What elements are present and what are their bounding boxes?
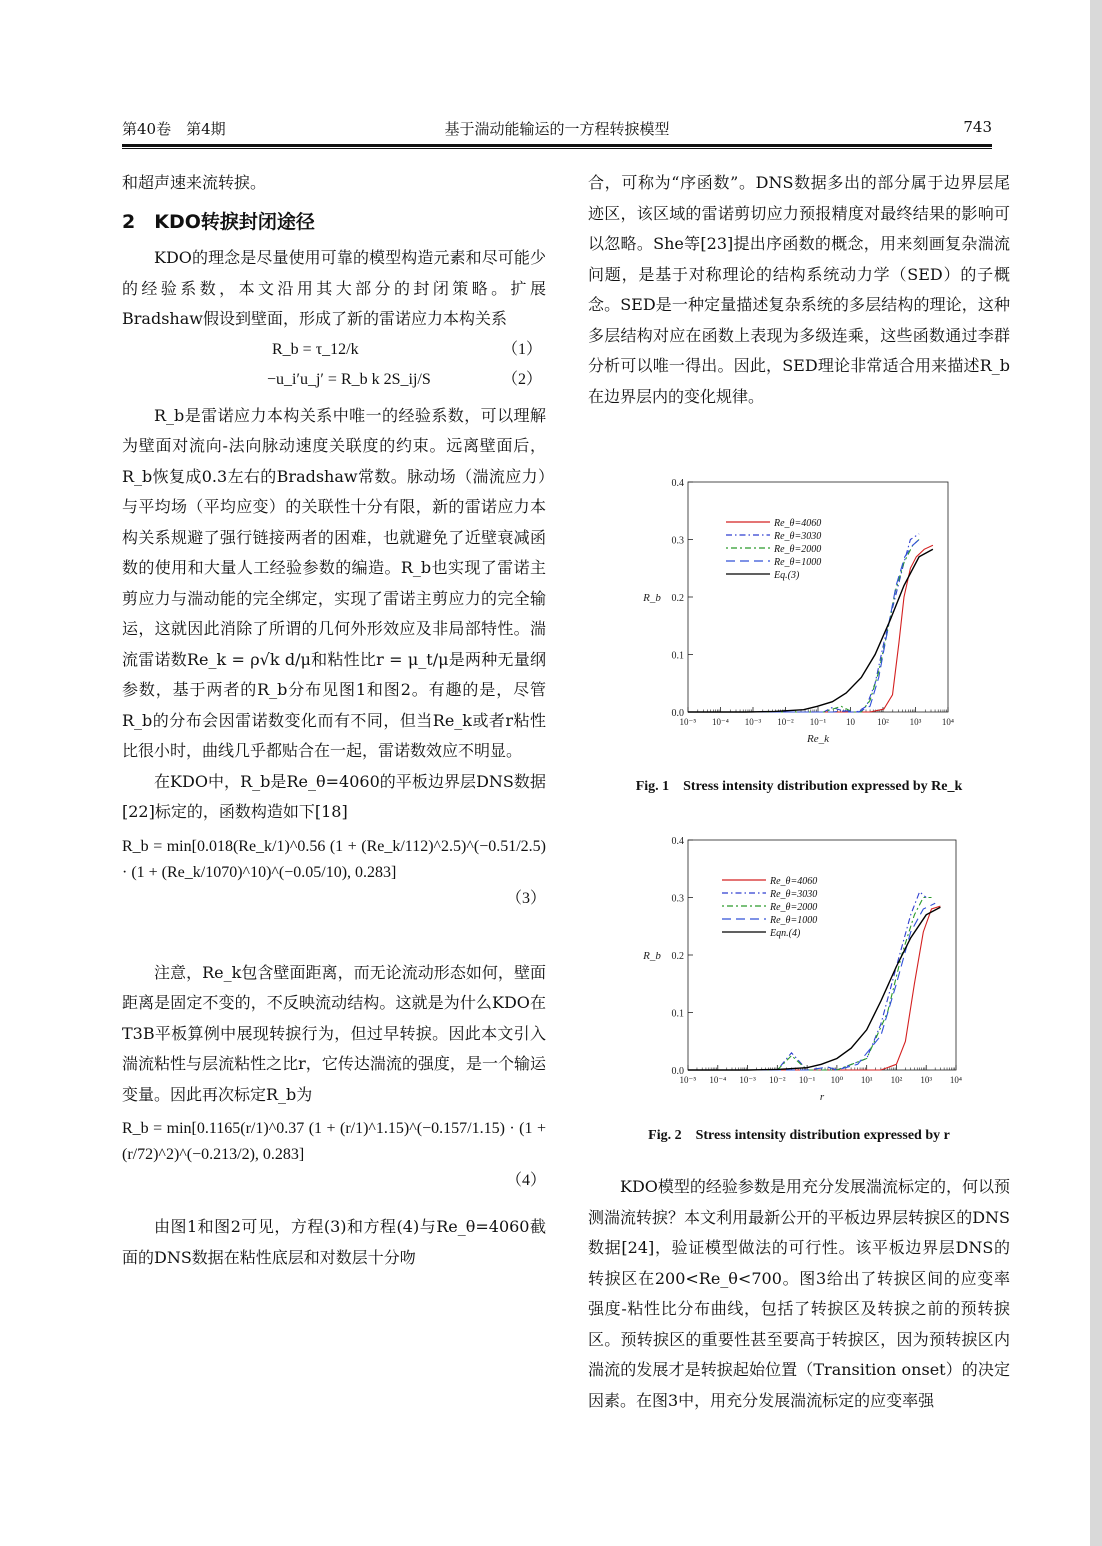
legend-label: Re_θ=3030	[770, 889, 818, 900]
equation-number: （4）	[505, 1172, 546, 1189]
x-tick-label: 10⁻²	[777, 717, 794, 727]
paragraph: 合，可称为“序函数”。DNS数据多出的部分属于边界层尾迹区，该区域的雷诺剪切应力预报精度对最终结果的影响可以忽略。She等[23]提出序函数的概念，用来刻画复杂湍流问题，是基于对称理论的结构系统动力学（SED）的子概念。SED是一种定量描述复杂系统的多层结构的理论，这种多层结构对应在函数上表现为多级连乘，这些函数通过李群分析可以唯一得出。因此，SED理论非常适合用来描述R_b在边界层内的变化规律。	[588, 173, 1010, 406]
equation-number: （2）	[501, 370, 542, 388]
equation-1	[122, 335, 546, 365]
volume-issue: 第40卷 第4期	[122, 120, 226, 138]
y-tick-label: 0.4	[671, 836, 684, 847]
section-heading: 2 KDO转捩封闭途径	[122, 210, 315, 233]
right-column-bottom	[588, 1172, 1010, 1416]
y-tick-label: 0.4	[671, 478, 684, 489]
page-number: 743	[963, 118, 992, 136]
header-rule-thick	[122, 144, 992, 147]
x-tick-label: 10⁰	[830, 1075, 844, 1085]
equation-4	[122, 1110, 546, 1212]
series-line	[688, 545, 933, 712]
x-tick-label: 10¹	[860, 1075, 873, 1085]
y-tick-label: 0.1	[671, 650, 684, 662]
legend-label: Re_θ=1000	[774, 557, 822, 568]
y-tick-label: 0.2	[671, 951, 684, 962]
x-tick-label: 10⁻¹	[809, 717, 827, 727]
y-tick-label: 0.3	[671, 893, 684, 905]
left-column	[122, 168, 546, 1273]
y-axis-label: R_b	[643, 950, 661, 962]
page-edge	[1090, 0, 1102, 1546]
paragraph: KDO模型的经验参数是用充分发展湍流标定的，何以预测湍流转捩？本文利用最新公开的平板边界层转捩区的DNS数据[24]，验证模型做法的可行性。该平板边界层DNS的转捩区在200<Re_θ<700。图3给出了转捩区间的应变率强度-粘性比分布曲线，包括了转捩区及转捩之前的预转捩区。预转捩区的重要性甚至要高于转捩区，因为预转捩区内湍流的发展才是转捩起始位置（Transition onset）的决定因素。在图3中，用充分发展湍流标定的应变率强	[588, 1177, 1010, 1410]
legend-label: Re_θ=4060	[770, 876, 818, 887]
series-line	[688, 906, 940, 1070]
paragraph: 在KDO中，R_b是Re_θ=4060的平板边界层DNS数据[22]标定的，函数构造如下[18]	[122, 771, 546, 821]
x-tick-label: 10⁻⁵	[679, 717, 697, 727]
equation-body: R_b = min[0.018(Re_k/1)^0.56 (1 + (Re_k/112)^2.5)^(−0.51/2.5) · (1 + (Re_k/1070)^10)^(−0.05/10), 0.283]	[122, 837, 546, 881]
x-tick-label: 10⁻⁴	[709, 1075, 727, 1085]
equation-3	[122, 828, 546, 958]
equation-body: −u_i′u_j′ = R_b k 2S_ij/S	[267, 370, 431, 388]
x-tick-label: 10⁴	[949, 1075, 963, 1085]
x-tick-label: 10	[846, 717, 855, 727]
x-axis-label: Re_k	[807, 733, 829, 745]
running-title: 基于湍动能输运的一方程转捩模型	[444, 120, 670, 138]
legend-label: Re_θ=2000	[774, 544, 822, 555]
right-column-top	[588, 168, 1010, 412]
legend-label: Eq.(3)	[774, 570, 800, 581]
paragraph: R_b是雷诺应力本构关系中唯一的经验系数，可以理解为壁面对流向-法向脉动速度关联度的约束。远离壁面后，R_b恢复成0.3左右的Bradshaw常数。脉动场（湍流应力）与平均场（平均应变）的关联性十分有限，新的雷诺应力本构关系规避了强行链接两者的困难，也就避免了近壁衰减函数的使用和大量人工经验参数的编造。R_b也实现了雷诺主剪应力与湍动能的完全绑定，实现了雷诺主剪应力的完全输运，这就因此消除了所谓的几何外形效应及非局部特性。湍流雷诺数Re_k = ρ√k d/μ和粘性比r = μ_t/μ是两种无量纲参数，基于两者的R_b分布见图1和图2。有趣的是，尽管R_b的分布会因雷诺数变化而有不同，但当Re_k或者r粘性比很小时，曲线几乎都贴合在一起，雷诺数效应不明显。	[122, 405, 546, 760]
series-line	[688, 903, 935, 1070]
x-tick-label: 10³	[909, 717, 922, 727]
y-tick-label: 0.2	[671, 593, 684, 604]
paragraph: 由图1和图2可见，方程(3)和方程(4)与Re_θ=4060截面的DNS数据在粘性底层和对数层十分吻	[122, 1217, 546, 1267]
x-tick-label: 10⁻¹	[798, 1075, 816, 1085]
x-tick-label: 10²	[890, 1075, 903, 1085]
x-tick-label: 10²	[877, 717, 889, 727]
plot-frame	[688, 482, 948, 712]
legend-label: Re_θ=1000	[770, 915, 818, 926]
y-tick-label: 0.0	[671, 1066, 684, 1077]
figure-1-chart	[630, 470, 970, 760]
x-tick-label: 10⁴	[941, 717, 955, 727]
header-rule-thin	[122, 148, 992, 149]
equation-number: （1）	[501, 340, 542, 358]
x-tick-label: 10⁻³	[744, 717, 762, 727]
y-axis-label: R_b	[643, 592, 661, 604]
figure-2-chart	[630, 828, 970, 1108]
legend-label: Re_θ=2000	[770, 902, 818, 913]
legend-label: Re_θ=4060	[774, 518, 822, 529]
x-tick-label: 10⁻³	[739, 1075, 756, 1085]
equation-2	[122, 365, 546, 401]
plot-frame	[688, 840, 956, 1070]
x-axis-label: r	[819, 1091, 825, 1103]
x-tick-label: 10⁻⁵	[679, 1075, 697, 1085]
equation-body: R_b = min[0.1165(r/1)^0.37 (1 + (r/1)^1.15)^(−0.157/1.15) · (1 + (r/72)^2)^(−0.213/2), 0.283]	[122, 1120, 546, 1163]
series-line	[688, 549, 933, 712]
equation-number: （3）	[505, 889, 546, 907]
y-tick-label: 0.0	[671, 708, 684, 719]
x-tick-label: 10⁻⁴	[712, 717, 729, 727]
running-header	[122, 118, 992, 140]
figure-1-caption: Fig. 1 Stress intensity distribution expressed by Re_k	[635, 779, 963, 794]
paragraph: 和超声速来流转捩。	[122, 173, 267, 192]
x-tick-label: 10⁻²	[769, 1075, 786, 1085]
paragraph: KDO的理念是尽量使用可靠的模型构造元素和尽可能少的经验系数，本文沿用其大部分的封闭策略。扩展Bradshaw假设到壁面，形成了新的雷诺应力本构关系	[122, 248, 546, 328]
paragraph: 注意，Re_k包含壁面距离，而无论流动形态如何，壁面距离是固定不变的，不反映流动结构。这就是为什么KDO在T3B平板算例中展现转捩行为，但过早转捩。因此本文引入湍流粘性与层流粘性之比r，它传达湍流的强度，是一个输运变量。因此再次标定R_b为	[122, 962, 546, 1104]
y-tick-label: 0.3	[671, 535, 684, 547]
figure-2-caption: Fig. 2 Stress intensity distribution expressed by r	[648, 1128, 950, 1143]
legend-label: Re_θ=3030	[774, 531, 822, 542]
y-tick-label: 0.1	[671, 1008, 684, 1020]
legend-label: Eqn.(4)	[770, 928, 801, 939]
equation-body: R_b = τ_12/k	[272, 340, 359, 358]
x-tick-label: 10³	[920, 1075, 933, 1085]
